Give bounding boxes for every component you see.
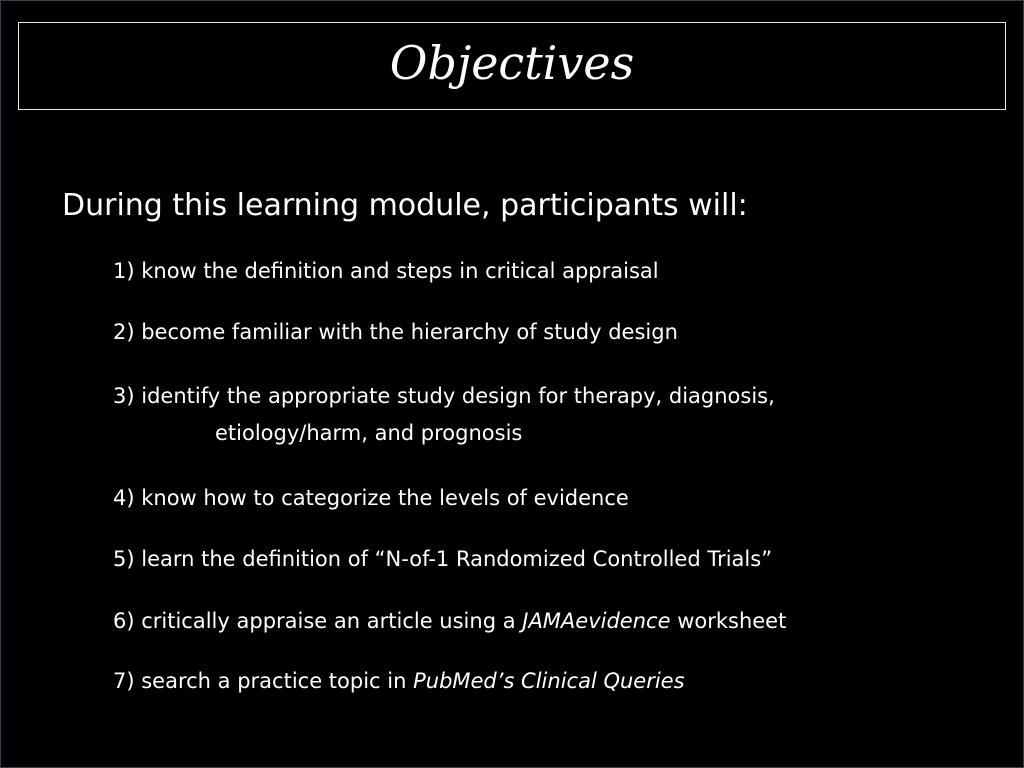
objective-text: 4) know how to categorize the levels of evidence xyxy=(113,486,629,510)
objective-2 xyxy=(113,314,678,351)
objective-6 xyxy=(113,603,786,640)
objective-5 xyxy=(113,541,772,578)
objective-1 xyxy=(113,253,659,290)
objective-3 xyxy=(113,378,775,452)
objective-text-end: worksheet xyxy=(670,609,787,633)
title-box xyxy=(18,22,1006,110)
objective-7 xyxy=(113,663,685,700)
objective-emphasis: PubMed’s Clinical Queries xyxy=(413,669,685,693)
objective-text: 6) critically appraise an article using a xyxy=(113,609,523,633)
intro-text: During this learning module, participants will: xyxy=(62,188,748,223)
objective-4 xyxy=(113,480,629,517)
objective-text-line1: 3) identify the appropriate study design for therapy, diagnosis, xyxy=(113,384,775,408)
objective-text: 7) search a practice topic in xyxy=(113,669,414,693)
objective-emphasis: JAMAevidence xyxy=(522,609,671,633)
objective-text: 5) learn the definition of “N-of-1 Randomized Controlled Trials” xyxy=(113,547,773,571)
slide-title: Objectives xyxy=(389,36,635,90)
objective-text-line2: etiology/harm, and prognosis xyxy=(215,421,523,445)
objective-text: 2) become familiar with the hierarchy of study design xyxy=(113,320,678,344)
objective-text: 1) know the definition and steps in critical appraisal xyxy=(113,259,659,283)
